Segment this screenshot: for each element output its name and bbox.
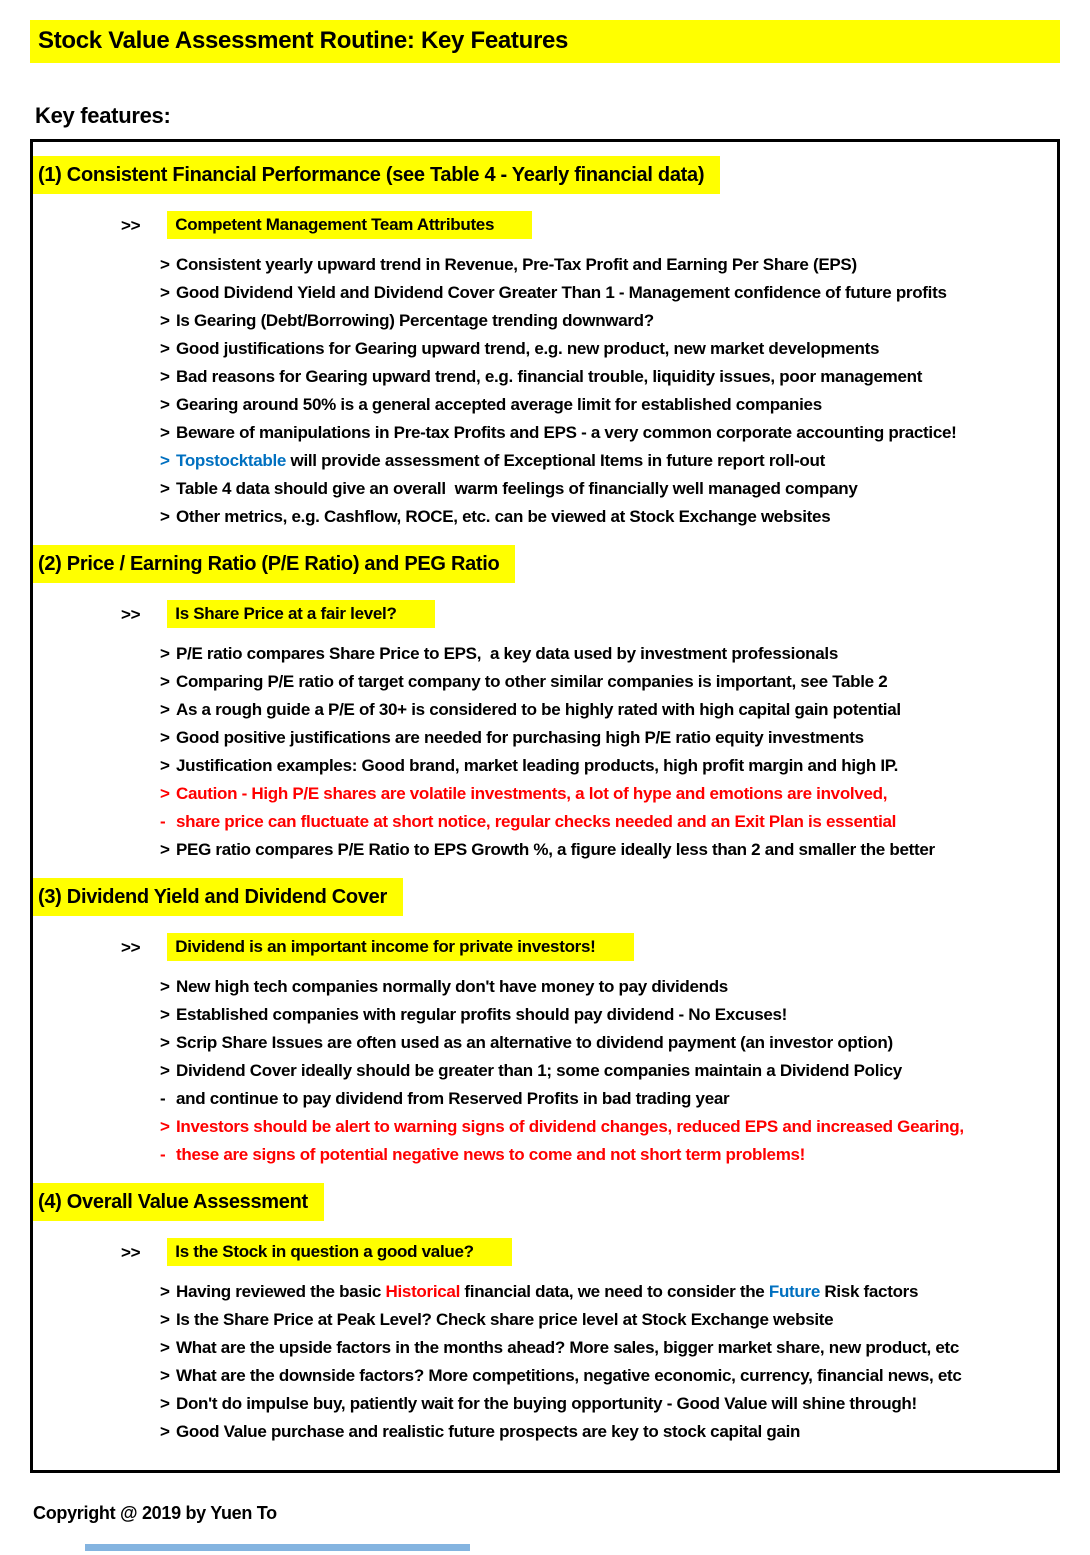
section-heading xyxy=(33,545,1057,583)
bullet-marker: > xyxy=(160,423,170,442)
bullet-marker: > xyxy=(160,1033,170,1052)
bullet-marker: > xyxy=(160,784,170,803)
bullet-item xyxy=(160,836,1037,864)
bullet-marker: > xyxy=(160,700,170,719)
section-subheading-text: Dividend is an important income for private investors! xyxy=(167,933,633,961)
bullet-item xyxy=(160,1278,1037,1306)
bullet-text: Established companies with regular profits should pay dividend - No Excuses! xyxy=(176,1005,788,1024)
document-title-bar xyxy=(30,20,1060,63)
bullet-item xyxy=(160,1418,1037,1446)
bullet-item xyxy=(160,696,1037,724)
bullet-marker: > xyxy=(160,367,170,386)
double-chevron-marker: >> xyxy=(121,937,141,957)
bullet-marker: > xyxy=(160,644,170,663)
bullet-text: Investors should be alert to warning signs of dividend changes, reduced EPS and increased Gearing, xyxy=(176,1117,964,1136)
bullet-marker: > xyxy=(160,1005,170,1024)
bullet-text: Historical xyxy=(385,1282,460,1301)
bullet-item xyxy=(160,447,1037,475)
bullet-marker: > xyxy=(160,1366,170,1385)
bullet-item xyxy=(160,973,1037,1001)
bullet-text: Good Value purchase and realistic future prospects are key to stock capital gain xyxy=(176,1422,801,1441)
bullet-marker: > xyxy=(160,1061,170,1080)
bullet-marker: - xyxy=(160,812,166,831)
bullet-item xyxy=(160,1029,1037,1057)
bullet-text: Is the Share Price at Peak Level? Check share price level at Stock Exchange website xyxy=(176,1310,834,1329)
bullet-marker: > xyxy=(160,339,170,358)
bullet-marker: > xyxy=(160,728,170,747)
bullet-text: Don't do impulse buy, patiently wait for the buying opportunity - Good Value will shine through! xyxy=(176,1394,917,1413)
bullet-item xyxy=(160,391,1037,419)
bullet-item xyxy=(160,503,1037,531)
bullet-marker: - xyxy=(160,1145,166,1164)
bullet-list xyxy=(160,640,1037,864)
bullet-text: Good Dividend Yield and Dividend Cover Greater Than 1 - Management confidence of future profits xyxy=(176,283,947,302)
bullet-item xyxy=(160,808,1037,836)
section-1 xyxy=(33,156,1057,531)
double-chevron-marker: >> xyxy=(121,215,141,235)
bullet-text: Is Gearing (Debt/Borrowing) Percentage trending downward? xyxy=(176,311,654,330)
bullet-item xyxy=(160,1057,1037,1085)
bullet-text: share price can fluctuate at short notice, regular checks needed and an Exit Plan is essential xyxy=(176,812,897,831)
bullet-text: Table 4 data should give an overall warm feelings of financially well managed company xyxy=(176,479,858,498)
section-heading-text: (2) Price / Earning Ratio (P/E Ratio) and PEG Ratio xyxy=(33,545,515,583)
bullet-text: Caution - High P/E shares are volatile investments, a lot of hype and emotions are involved, xyxy=(176,784,888,803)
bullet-item xyxy=(160,780,1037,808)
bullet-text: Good positive justifications are needed for purchasing high P/E ratio equity investments xyxy=(176,728,864,747)
bullet-item xyxy=(160,363,1037,391)
bullet-text: Dividend Cover ideally should be greater than 1; some companies maintain a Dividend Policy xyxy=(176,1061,902,1080)
section-heading xyxy=(33,1183,1057,1221)
bullet-marker: > xyxy=(160,1282,170,1301)
bullet-item xyxy=(160,475,1037,503)
section-subheading-row xyxy=(121,211,1057,239)
bullet-text: Scrip Share Issues are often used as an alternative to dividend payment (an investor option) xyxy=(176,1033,893,1052)
bullet-text: New high tech companies normally don't have money to pay dividends xyxy=(176,977,728,996)
bullet-marker: > xyxy=(160,1117,170,1136)
bullet-marker: > xyxy=(160,756,170,775)
bullet-text: Beware of manipulations in Pre-tax Profits and EPS - a very common corporate accounting practice! xyxy=(176,423,957,442)
bullet-text: As a rough guide a P/E of 30+ is considered to be highly rated with high capital gain potential xyxy=(176,700,901,719)
bullet-text: Risk factors xyxy=(819,1282,919,1301)
highlighted-term: Future xyxy=(768,1282,820,1301)
section-3 xyxy=(33,878,1057,1169)
section-subheading-row xyxy=(121,1238,1057,1266)
bullet-text: will provide assessment of Exceptional Items in future report roll-out xyxy=(286,451,825,470)
bullet-text: What are the upside factors in the months ahead? More sales, bigger market share, new product, etc xyxy=(176,1338,960,1357)
bullet-marker: > xyxy=(160,977,170,996)
bullet-text: What are the downside factors? More competitions, negative economic, currency, financial news, etc xyxy=(176,1366,962,1385)
bullet-item xyxy=(160,1390,1037,1418)
copyright-text: Copyright @ 2019 by Yuen To xyxy=(33,1503,277,1523)
double-chevron-marker: >> xyxy=(121,1242,141,1262)
bullet-text: Justification examples: Good brand, market leading products, high profit margin and high IP. xyxy=(176,756,899,775)
bullet-text: Comparing P/E ratio of target company to other similar companies is important, see Table 2 xyxy=(176,672,888,691)
bullet-text: Having reviewed the basic xyxy=(176,1282,386,1301)
bullet-item xyxy=(160,668,1037,696)
bullet-text: Other metrics, e.g. Cashflow, ROCE, etc. can be viewed at Stock Exchange websites xyxy=(176,507,831,526)
section-heading-text: (4) Overall Value Assessment xyxy=(33,1183,324,1221)
bullet-text: Gearing around 50% is a general accepted average limit for established companies xyxy=(176,395,822,414)
document-title: Stock Value Assessment Routine: Key Features xyxy=(38,27,569,54)
bullet-item xyxy=(160,724,1037,752)
bullet-item xyxy=(160,1141,1037,1169)
sections-container xyxy=(33,156,1057,1446)
bullet-marker: > xyxy=(160,311,170,330)
content-box xyxy=(30,139,1060,1473)
bullet-item xyxy=(160,752,1037,780)
bullet-marker: > xyxy=(160,395,170,414)
section-subheading-row xyxy=(121,933,1057,961)
highlighted-term: Topstocktable xyxy=(176,451,287,470)
bullet-text: Good justifications for Gearing upward trend, e.g. new product, new market developments xyxy=(176,339,880,358)
bullet-text: Consistent yearly upward trend in Revenue, Pre-Tax Profit and Earning Per Share (EPS) xyxy=(176,255,857,274)
section-2 xyxy=(33,545,1057,864)
bullet-text: financial data, we need to consider the xyxy=(460,1282,769,1301)
bullet-item xyxy=(160,1334,1037,1362)
bullet-marker: > xyxy=(160,1310,170,1329)
section-subheading-row xyxy=(121,600,1057,628)
bullet-item xyxy=(160,279,1037,307)
bullet-list xyxy=(160,1278,1037,1446)
bullet-item xyxy=(160,1085,1037,1113)
cutoff-text-artifact xyxy=(85,1544,470,1551)
bullet-marker: > xyxy=(160,840,170,859)
bullet-item xyxy=(160,307,1037,335)
bullet-marker: > xyxy=(160,1394,170,1413)
section-subheading-text: Is Share Price at a fair level? xyxy=(167,600,434,628)
section-subheading-text: Is the Stock in question a good value? xyxy=(167,1238,511,1266)
bullet-item xyxy=(160,1306,1037,1334)
bullet-marker: - xyxy=(160,1089,166,1108)
bullet-item xyxy=(160,1113,1037,1141)
bullet-marker: > xyxy=(160,479,170,498)
bullet-list xyxy=(160,251,1037,531)
section-heading-text: (3) Dividend Yield and Dividend Cover xyxy=(33,878,403,916)
bullet-item xyxy=(160,640,1037,668)
bullet-text: Bad reasons for Gearing upward trend, e.g. financial trouble, liquidity issues, poor management xyxy=(176,367,923,386)
bullet-marker: > xyxy=(160,451,170,470)
section-heading xyxy=(33,156,1057,194)
bullet-marker: > xyxy=(160,255,170,274)
bullet-item xyxy=(160,251,1037,279)
bullet-marker: > xyxy=(160,507,170,526)
section-heading-text: (1) Consistent Financial Performance (see Table 4 - Yearly financial data) xyxy=(33,156,720,194)
bullet-text: these are signs of potential negative news to come and not short term problems! xyxy=(176,1145,806,1164)
key-features-heading: Key features: xyxy=(35,103,171,128)
bullet-item xyxy=(160,1362,1037,1390)
bullet-text: P/E ratio compares Share Price to EPS, a key data used by investment professionals xyxy=(176,644,838,663)
bullet-item xyxy=(160,1001,1037,1029)
double-chevron-marker: >> xyxy=(121,604,141,624)
bullet-marker: > xyxy=(160,1422,170,1441)
bullet-item xyxy=(160,335,1037,363)
section-4 xyxy=(33,1183,1057,1446)
bullet-marker: > xyxy=(160,672,170,691)
bullet-text: PEG ratio compares P/E Ratio to EPS Growth %, a figure ideally less than 2 and smaller the better xyxy=(176,840,935,859)
bullet-item xyxy=(160,419,1037,447)
bullet-marker: > xyxy=(160,283,170,302)
section-heading xyxy=(33,878,1057,916)
section-subheading-text: Competent Management Team Attributes xyxy=(167,211,532,239)
bullet-marker: > xyxy=(160,1338,170,1357)
bullet-list xyxy=(160,973,1037,1169)
bullet-text: and continue to pay dividend from Reserved Profits in bad trading year xyxy=(176,1089,730,1108)
